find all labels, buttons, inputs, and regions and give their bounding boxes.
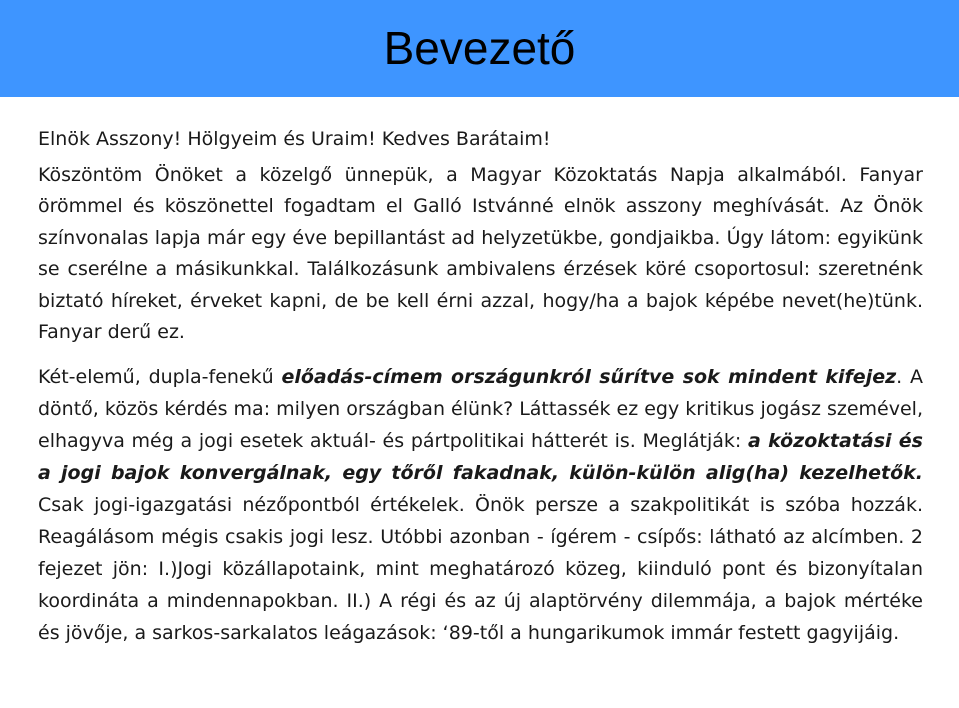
paragraph-1: Köszöntöm Önöket a közelgő ünnepük, a Magyar Közoktatás Napja alkalmából. Fanyar örömmel és köszönettel fogadtam el Galló Istvánné elnök asszony meghívását. Az Önök színvonalas lapja már egy éve bepillantást ad helyzetükbe, gondjaikba. Úgy látom: egyikünk se cserélne a másikunkkal. Találkozásunk ambivalens érzések köré csoportosul: szeretnénk biztató híreket, érveket kapni, de be kell érni azzal, hogy/ha a bajok képébe nevet(he)tünk. Fanyar derű ez. — [38, 164, 923, 344]
paragraph-2-emphasis-2: a közoktatási és a jogi bajok konvergálnak, egy tőről fakadnak, külön-külön alig(ha) kezelhetők. — [38, 430, 923, 484]
greeting-line: Elnök Asszony! Hölgyeim és Uraim! Kedves Barátaim! — [38, 128, 551, 150]
slide-title: Bevezető — [383, 22, 576, 74]
paragraph-2 — [38, 361, 923, 649]
paragraph-2-emphasis-1: előadás-címem országunkról sűrítve sok mindent kifejez — [281, 366, 897, 388]
paragraph-2-text-3: Csak jogi-igazgatási nézőpontból értékelek. Önök persze a szakpolitikát is szóba hozzák. Reagálásom mégis csakis jogi lesz. Utóbbi azonban - ígérem - csípős: látható az alcímben. 2 fejezet jön: I.)Jogi közállapotaink, mint meghatározó közeg, kiinduló pont és bizonyítalan koordináta a mindennapokban. II.) A régi és az új alaptörvény dilemmája, a bajok mértéke és jövője, a sarkos-sarkalatos leágazások: ‘89-től a hungarikumok immár festett gagyijáig. — [38, 494, 923, 644]
paragraph-2-text-1: Két-elemű, dupla-fenekű — [38, 366, 282, 388]
paragraph-2-text-2: . A döntő, közös kérdés ma: milyen országban élünk? Láttassék ez egy kritikus jogász szemével, elhagyva még a jogi esetek aktuál- és pártpolitikai hátterét is. Meglátják: — [38, 366, 924, 452]
